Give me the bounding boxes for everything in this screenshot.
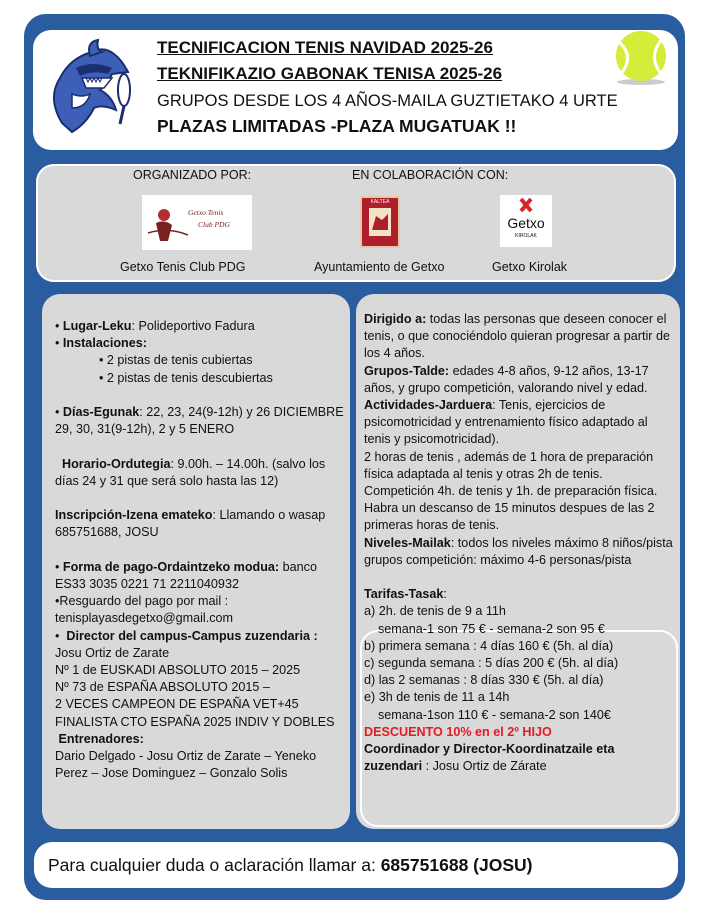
- tarifa-item: semana-1son 110 € - semana-2 son 140€: [378, 707, 611, 722]
- footer-contact: [48, 855, 532, 876]
- org2-name: Ayuntamiento de Getxo: [314, 260, 445, 274]
- org1-name: Getxo Tenis Club PDG: [120, 260, 246, 274]
- actividades-line: 2 horas de tenis , además de 1 hora de preparación física adaptada al tenis y otras 2h de tenis.: [364, 449, 654, 481]
- dirigido-label: Dirigido a:: [364, 312, 427, 326]
- dias-line-2: 29, 30, 31(9-12h), 2 y 5 ENERO: [55, 422, 235, 437]
- lugar-value: : Polideportivo Fadura: [131, 319, 255, 333]
- coaches-label: Entrenadores:: [58, 731, 144, 746]
- title-basque: TEKNIFIKAZIO GABONAK TENISA 2025-26: [157, 64, 503, 83]
- tarifa-item: semana-1 son 75 € - semana-2 son 95 €: [378, 621, 605, 636]
- resguardo-line: •Resguardo del pago por mail : tenisplayasdegetxo@gmail.com: [55, 594, 233, 626]
- title-spanish: TECNIFICACION TENIS NAVIDAD 2025-26: [157, 38, 493, 57]
- tarifa-item: e) 3h de tenis de 11 a 14h: [364, 690, 510, 705]
- limited-places-line: PLAZAS LIMITADAS -PLAZA MUGATUAK !!: [157, 116, 517, 136]
- getxo-tenis-club-logo: [142, 195, 252, 250]
- coaches-value: Dario Delgado - Josu Ortiz de Zarate – Yeneko Perez – Jose Dominguez – Gonzalo Solis: [55, 749, 317, 781]
- actividades-line: Competición 4h. de tenis y 1h. de preparación física. Habra un descanso de 15 minutos despues de las 2 primeras horas de tenis.: [364, 484, 658, 533]
- logo3-word: Getxo: [507, 215, 545, 231]
- discount-line: DESCUENTO 10% en el 2º HIJO: [364, 724, 552, 739]
- dirigido-value: todas las personas que deseen conocer el tenis, o que conociéndolo quieran progresar a partir de los 4 años.: [364, 312, 670, 361]
- niveles-line: grupos competición: máximo 4-6 personas/pista: [364, 552, 632, 567]
- logo2-top-text: KALTEA: [370, 199, 390, 205]
- director-label: Director del campus-Campus zuzendaria :: [66, 628, 318, 643]
- collaboration-label: EN COLABORACIÓN CON:: [352, 168, 509, 182]
- logo1-text-a: Getxo Tenis: [188, 208, 224, 217]
- installation-item: • 2 pistas de tenis cubiertas: [99, 353, 253, 368]
- coordinator-label: Coordinador y Director-Koordinatzaile eta zuzendari: [364, 742, 615, 774]
- merit-line: Nº 1 de EUSKADI ABSOLUTO 2015 – 2025: [55, 663, 301, 678]
- lugar-label: Lugar-Leku: [62, 319, 132, 333]
- director-name: Josu Ortiz de Zarate: [55, 645, 170, 660]
- merit-line: Nº 73 de ESPAÑA ABSOLUTO 2015 –: [55, 680, 270, 695]
- ayuntamiento-getxo-logo: [360, 196, 400, 248]
- getxo-kirolak-logo: [500, 195, 552, 247]
- pago-value: banco ES33 3035 0221 71 2211040932: [55, 559, 317, 592]
- dias-label: Días-Egunak: [62, 405, 140, 420]
- tarifa-item: a) 2h. de tenis de 9 a 11h: [364, 604, 506, 619]
- dias-value: : 22, 23, 24(9-12h) y 26 DICIEMBRE: [139, 405, 344, 420]
- tennis-ball-icon: [609, 28, 673, 86]
- merit-line: 2 VECES CAMPEON DE ESPAÑA VET+45: [55, 697, 299, 712]
- info-left-content: • Lugar-Leku: Polideportivo Fadura • Instalaciones: • 2 pistas de tenis cubiertas • 2 pistas de tenis descubiertas • Días-Egunak: 22, 23, 24(9-12h) y 26 DICIEMBRE 29, 30, 31(9-12h), 2 y 5 ENERO Horario-Ordutegia: 9.00h. – 14.00h. (salvo los días 24 y 31 que será solo hasta las 12) Inscripción-Izena emateko: Llamando o wasap 685751688, JOSU • Forma de pago-Ordaintzeko modua: banco ES33 3035 0221 71 2211040932 •Resguardo del pago por mail : tenisplayasdegetxo@gmail.com • Director del campus-Campus zuzendaria : Josu Ortiz de Zarate Nº 1 de EUSKADI ABSOLUTO 2015 – 2025 Nº 73 de ESPAÑA ABSOLUTO 2015 – 2 VECES CAMPEON DE ESPAÑA VET+45 FINALISTA CTO ESPAÑA 2025 INDIV Y DOBLES Entrenadores: Dario Delgado - Josu Ortiz de Zarate – Yeneko Perez – Jose Dominguez – Gonzalo Solis: [55, 318, 345, 782]
- horario-label: Horario-Ordutegia: [62, 456, 171, 471]
- organized-by-label: ORGANIZADO POR:: [133, 168, 252, 182]
- logo3-sub: KIROLAK: [515, 233, 537, 239]
- footer-text: Para cualquier duda o aclaración llamar a:: [48, 855, 381, 875]
- coordinator-value: : Josu Ortiz de Zárate: [422, 759, 547, 774]
- grupos-value: edades 4-8 años, 9-12 años, 13-17 años, y grupo competición, valorando nivel y edad.: [364, 363, 649, 395]
- inscripcion-label: Inscripción-Izena emateko: [55, 508, 213, 523]
- actividades-value: : Tenis, ejercicios de psicomotricidad y entrenamiento físico adaptado al tenis y psicomotricidad).: [364, 398, 648, 447]
- info-right-content: [364, 311, 676, 775]
- actividades-label: Actividades-Jarduera: [364, 398, 493, 413]
- inscripcion-value: : Llamando o wasap 685751688, JOSU: [55, 508, 326, 540]
- getxo-kirolak-symbol-icon: [500, 195, 552, 215]
- groups-line: GRUPOS DESDE LOS 4 AÑOS-MAILA GUZTIETAKO 4 URTE: [157, 92, 618, 110]
- niveles-label: Niveles-Mailak: [364, 535, 451, 550]
- horario-value: : 9.00h. – 14.00h. (salvo los días 24 y 31 que será solo hasta las 12): [55, 456, 326, 488]
- coat-of-arms-icon: [362, 202, 398, 246]
- installation-item: • 2 pistas de tenis descubiertas: [99, 370, 273, 385]
- logo1-text-b: Club PDG: [198, 220, 230, 229]
- niveles-value: : todos los niveles máximo 8 niños/pista: [450, 535, 673, 550]
- grupos-label: Grupos-Talde:: [364, 363, 450, 378]
- org3-name: Getxo Kirolak: [492, 260, 568, 274]
- instalaciones-label: Instalaciones:: [62, 336, 147, 351]
- merit-line: FINALISTA CTO ESPAÑA 2025 INDIV Y DOBLES: [55, 714, 335, 729]
- tarifa-item: c) segunda semana : 5 días 200 € (5h. al día): [364, 656, 619, 671]
- footer-phone: 685751688 (JOSU): [380, 855, 533, 875]
- tarifas-colon: :: [443, 587, 447, 602]
- pago-label: Forma de pago-Ordaintzeko modua:: [62, 559, 280, 574]
- tarifas-label: Tarifas-Tasak: [364, 587, 444, 602]
- shark-mascot-icon: [42, 38, 142, 138]
- tennis-player-icon: [142, 195, 252, 250]
- tarifa-item: b) primera semana : 4 días 160 € (5h. al día): [364, 638, 614, 653]
- tarifa-item: d) las 2 semanas : 8 días 330 € (5h. al día): [364, 673, 604, 688]
